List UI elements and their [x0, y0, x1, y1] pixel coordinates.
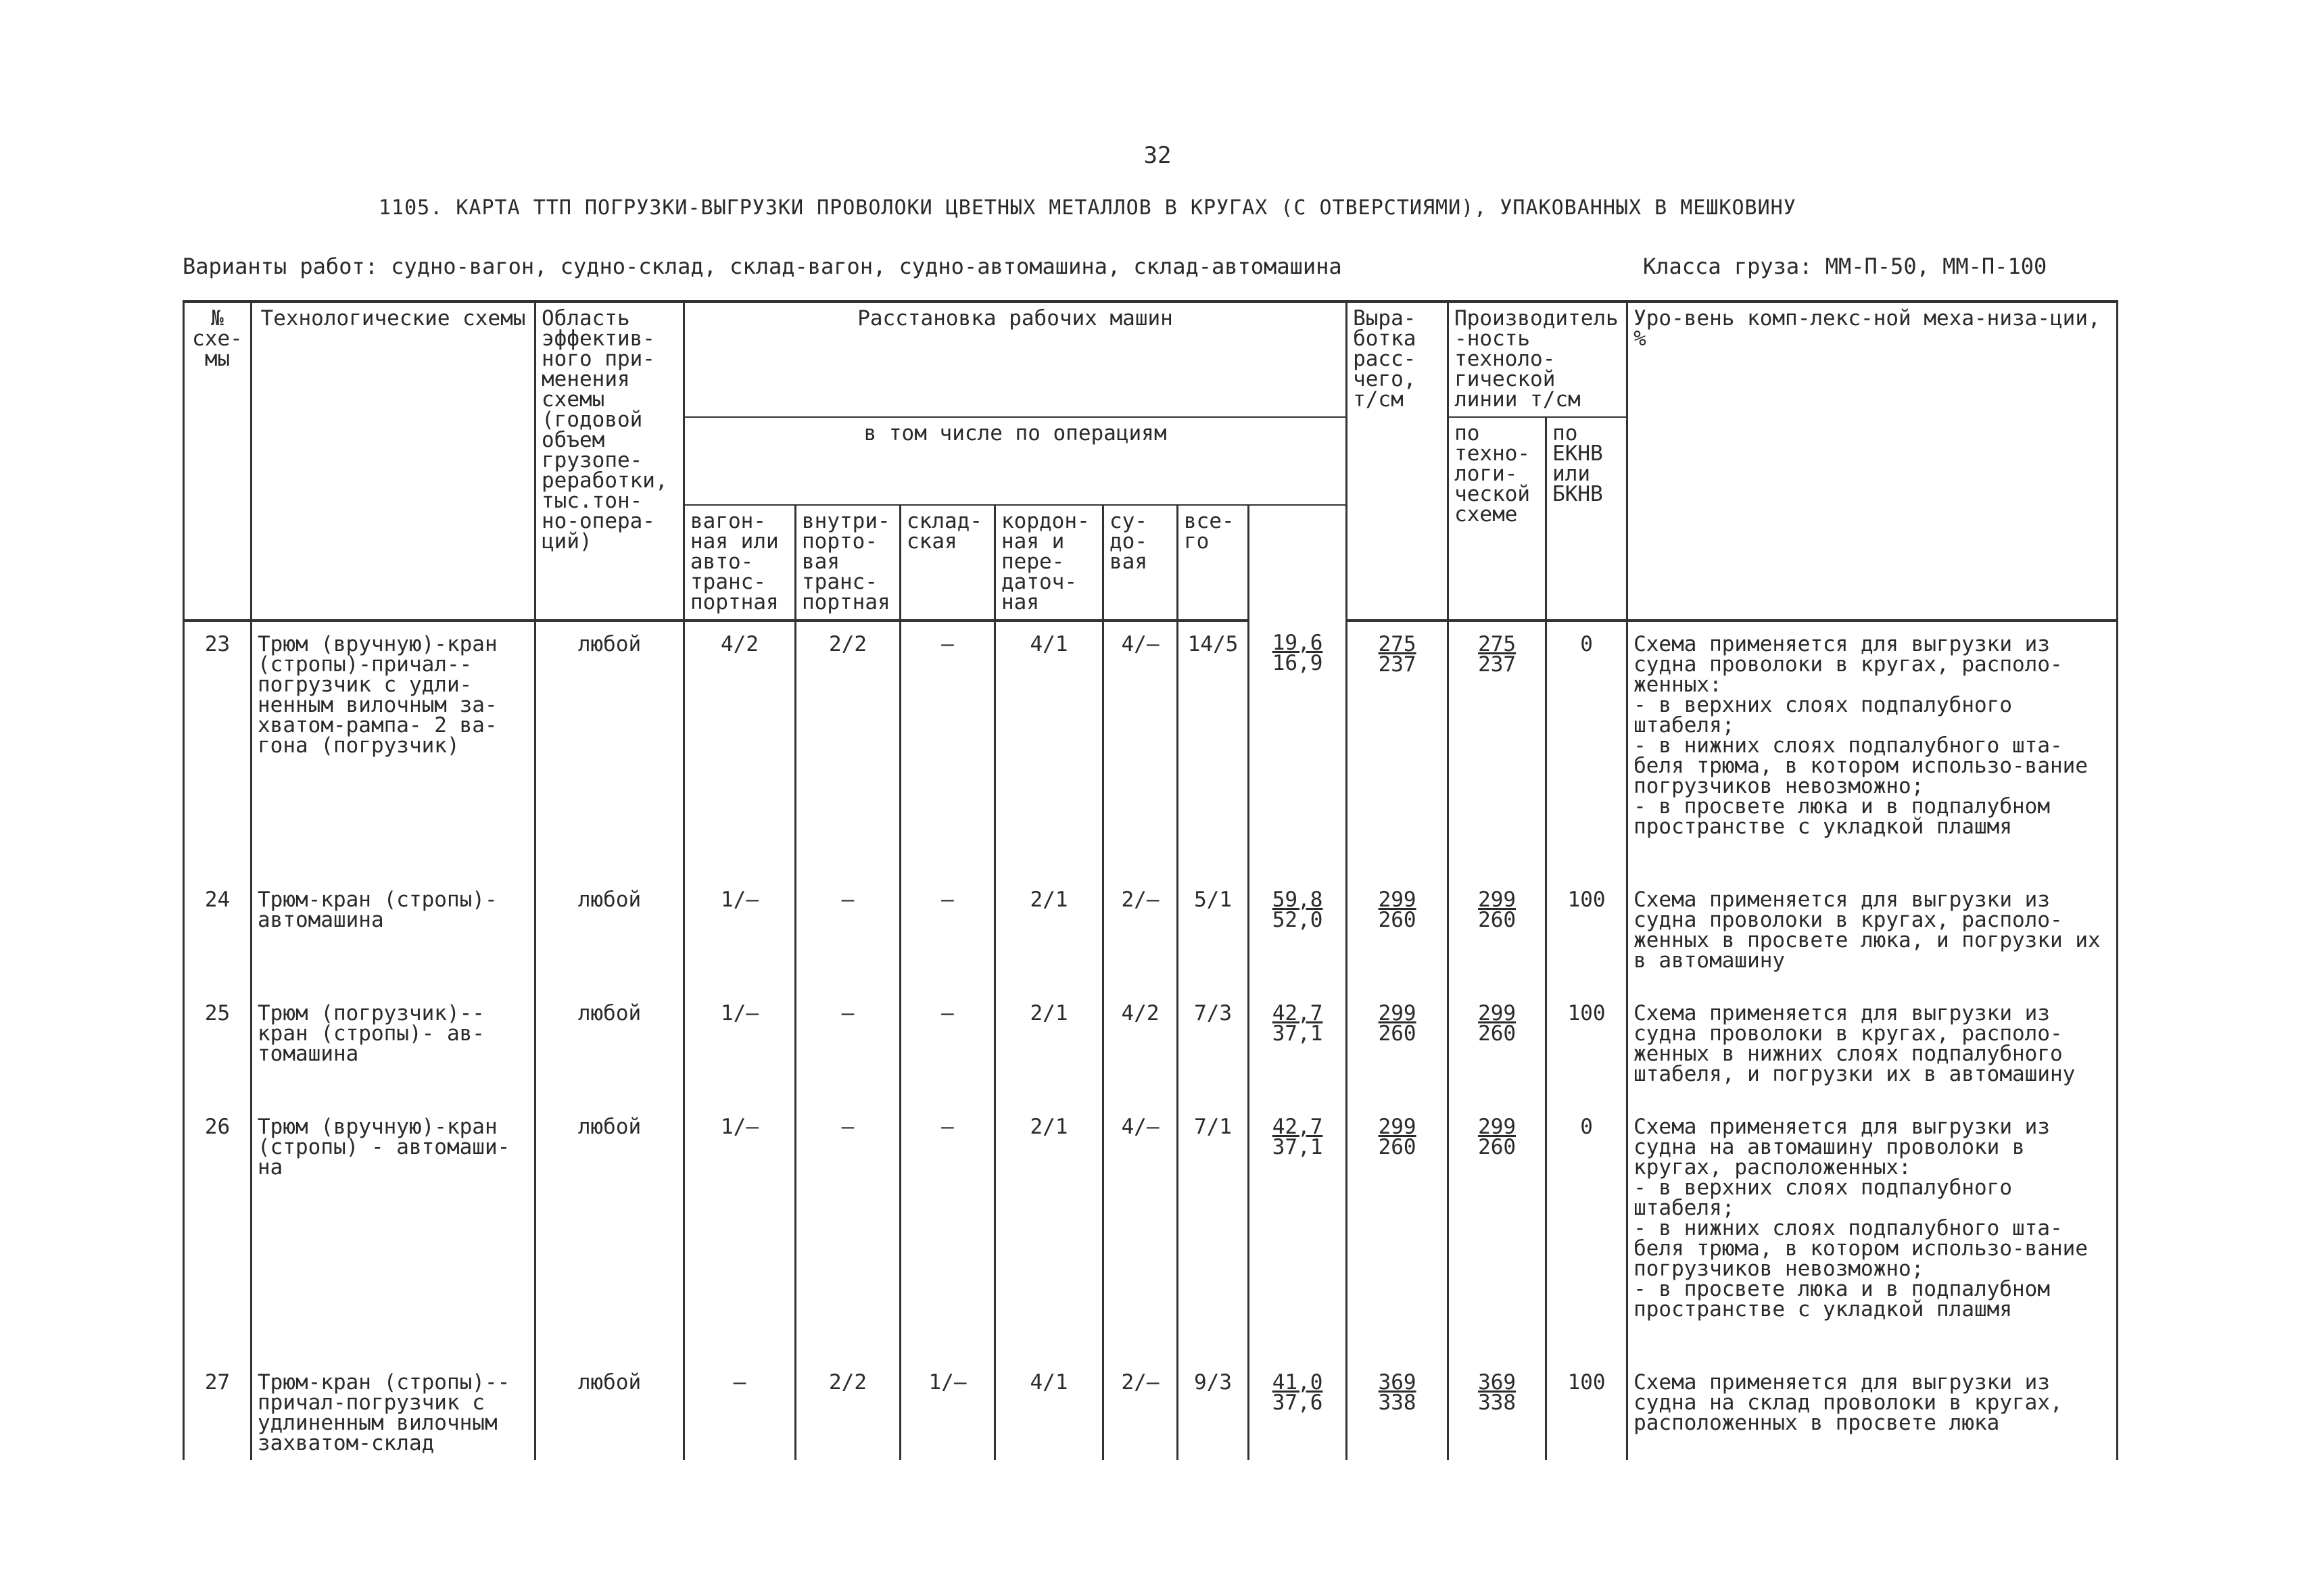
header-machine-placement: Расстановка рабочих машин: [684, 301, 1347, 417]
header-op-warehouse: склад-ская: [901, 505, 995, 621]
mechanization-value: 100: [1546, 1360, 1627, 1460]
prod-tech-bottom: 338: [1378, 1391, 1416, 1415]
prod-tech-bottom: 260: [1378, 1135, 1416, 1159]
prod-tech-top: 299: [1378, 888, 1416, 912]
table-row: [184, 1360, 2118, 1460]
op-internal-value: –: [796, 877, 901, 991]
mechanization-value: 0: [1546, 621, 1627, 877]
table-row: [184, 621, 2118, 877]
prod-tech-value: [1347, 1360, 1448, 1460]
op-cordon-value: 2/1: [995, 991, 1103, 1105]
op-warehouse-value: –: [901, 621, 995, 877]
op-wagon-value: 1/–: [684, 877, 796, 991]
table-body: [184, 621, 2118, 1460]
prod-tech-value: [1347, 991, 1448, 1105]
table-row: [184, 877, 2118, 991]
prod-ekhv-value: [1448, 621, 1546, 877]
op-warehouse-value: –: [901, 991, 995, 1105]
op-wagon-value: 4/2: [684, 621, 796, 877]
op-ship-value: 4/–: [1103, 1105, 1178, 1360]
op-cordon-value: 4/1: [995, 1360, 1103, 1460]
scheme-description: Трюм (вручную)-кран (стропы) - автомаши-на: [252, 1105, 535, 1360]
prod-tech-top: 275: [1378, 632, 1416, 656]
work-variants: Варианты работ: судно-вагон, судно-склад, склад-вагон, судно-автомашина, склад-автомашина: [183, 253, 1342, 279]
scheme-purpose: Схема применяется для выгрузки из судна проволоки в кругах, располо-женных в просвете люка, и погрузки их в автомашину: [1627, 877, 2118, 991]
op-warehouse-value: 1/–: [901, 1360, 995, 1460]
output-value: [1249, 991, 1347, 1105]
header-prod-tech-scheme: по техно-логи-ческой схеме: [1448, 417, 1546, 621]
header-productivity: Производитель-ность техноло-гической линии т/см: [1448, 301, 1627, 417]
scheme-description: Трюм (погрузчик)--кран (стропы)- ав-томашина: [252, 991, 535, 1105]
prod-ekhv-bottom: 260: [1478, 908, 1517, 932]
prod-tech-bottom: 237: [1378, 652, 1416, 677]
header-op-internal: внутри-порто-вая транс-портная: [796, 505, 901, 621]
op-cordon-value: 2/1: [995, 1105, 1103, 1360]
output-top: 59,8: [1272, 888, 1323, 912]
application-area: любой: [535, 621, 684, 877]
header-scheme-number: № схе-мы: [184, 301, 252, 621]
header-including-operations: в том числе по операциям: [684, 417, 1347, 505]
scheme-description: Трюм-кран (стропы)--причал-погрузчик с удлиненным вилочным захватом-склад: [252, 1360, 535, 1460]
scheme-number: 25: [184, 991, 252, 1105]
op-total-value: 14/5: [1178, 621, 1249, 877]
prod-ekhv-bottom: 237: [1478, 652, 1517, 677]
op-ship-value: 4/–: [1103, 621, 1178, 877]
output-value: [1249, 877, 1347, 991]
output-bottom: 37,1: [1272, 1135, 1323, 1159]
scheme-description: Трюм (вручную)-кран (стропы)-причал--погрузчик с удли-ненным вилочным за-хватом-рампа- 2 ва-гона (погрузчик): [252, 621, 535, 877]
mechanization-value: 100: [1546, 877, 1627, 991]
op-warehouse-value: –: [901, 877, 995, 991]
prod-tech-top: 299: [1378, 1001, 1416, 1025]
op-internal-value: 2/2: [796, 621, 901, 877]
output-top: 41,0: [1272, 1370, 1323, 1395]
prod-ekhv-top: 275: [1478, 632, 1517, 656]
prod-tech-value: [1347, 1105, 1448, 1360]
prod-ekhv-top: 369: [1478, 1370, 1517, 1395]
prod-ekhv-value: [1448, 877, 1546, 991]
technology-table: [183, 300, 2118, 1460]
scheme-purpose: Схема применяется для выгрузки из судна проволоки в кругах, располо-женных в нижних слоях подпалубного штабеля, и погрузки их в автомашину: [1627, 991, 2118, 1105]
header-output: Выра-ботка расс-чего, т/см: [1347, 301, 1448, 621]
output-top: 42,7: [1272, 1001, 1323, 1025]
output-bottom: 52,0: [1272, 908, 1323, 932]
prod-tech-bottom: 260: [1378, 1021, 1416, 1046]
op-total-value: 7/3: [1178, 991, 1249, 1105]
op-wagon-value: 1/–: [684, 991, 796, 1105]
output-top: 19,6: [1272, 631, 1323, 655]
mechanization-value: 0: [1546, 1105, 1627, 1360]
prod-ekhv-value: [1448, 1105, 1546, 1360]
scheme-number: 23: [184, 621, 252, 877]
cargo-class: Класса груза: ММ-П-50, ММ-П-100: [1643, 253, 2047, 279]
header-op-total: все-го: [1178, 505, 1249, 621]
op-wagon-value: 1/–: [684, 1105, 796, 1360]
scheme-number: 27: [184, 1360, 252, 1460]
prod-ekhv-top: 299: [1478, 888, 1517, 912]
op-internal-value: 2/2: [796, 1360, 901, 1460]
output-bottom: 37,6: [1272, 1391, 1323, 1415]
header-op-ship: су-до-вая: [1103, 505, 1178, 621]
header-application-area: Область эффектив-ного при-менения схемы (годовой объем грузопе-реработки, тыс.тон-но-опера-ций): [535, 301, 684, 621]
output-top: 42,7: [1272, 1115, 1323, 1139]
op-ship-value: 4/2: [1103, 991, 1178, 1105]
output-value: [1249, 621, 1347, 877]
prod-tech-top: 299: [1378, 1115, 1416, 1139]
prod-ekhv-bottom: 260: [1478, 1021, 1517, 1046]
prod-ekhv-value: [1448, 991, 1546, 1105]
table-header: [184, 301, 2118, 621]
scheme-description: Трюм-кран (стропы)- автомашина: [252, 877, 535, 991]
prod-ekhv-top: 299: [1478, 1001, 1517, 1025]
prod-ekhv-bottom: 260: [1478, 1135, 1517, 1159]
header-technological-schemes: Технологические схемы: [252, 301, 535, 621]
application-area: любой: [535, 991, 684, 1105]
header-op-cordon: кордон-ная и пере-даточ-ная: [995, 505, 1103, 621]
op-wagon-value: –: [684, 1360, 796, 1460]
prod-tech-bottom: 260: [1378, 908, 1416, 932]
header-prod-ekhv: по ЕКНВ или БКНВ: [1546, 417, 1627, 621]
scheme-purpose: Схема применяется для выгрузки из судна проволоки в кругах, располо-женных: - в верхних слоях подпалубного штабеля; - в нижних слоях подпалубного шта-беля трюма, в котором использо-вание погрузчиков невозможно; - в просвете люка и в подпалубном пространстве с укладкой плашмя: [1627, 621, 2118, 877]
application-area: любой: [535, 1360, 684, 1460]
application-area: любой: [535, 877, 684, 991]
op-total-value: 7/1: [1178, 1105, 1249, 1360]
output-bottom: 37,1: [1272, 1021, 1323, 1046]
op-total-value: 9/3: [1178, 1360, 1249, 1460]
output-value: [1249, 1105, 1347, 1360]
prod-ekhv-bottom: 338: [1478, 1391, 1517, 1415]
page-number: 32: [1143, 142, 1172, 169]
prod-ekhv-value: [1448, 1360, 1546, 1460]
prod-ekhv-top: 299: [1478, 1115, 1517, 1139]
op-ship-value: 2/–: [1103, 877, 1178, 991]
op-total-value: 5/1: [1178, 877, 1249, 991]
table-row: [184, 991, 2118, 1105]
document-title: 1105. КАРТА ТТП ПОГРУЗКИ-ВЫГРУЗКИ ПРОВОЛОКИ ЦВЕТНЫХ МЕТАЛЛОВ В КРУГАХ (С ОТВЕРСТИЯМИ), УПАКОВАННЫХ В МЕШКОВИНУ: [379, 196, 1796, 220]
scheme-purpose: Схема применяется для выгрузки из судна на автомашину проволоки в кругах, расположенных: - в верхних слоях подпалубного штабеля; - в нижних слоях подпалубного шта-беля трюма, в котором использо-вание погрузчиков невозможно; - в просвете люка и в подпалубном пространстве с укладкой плашмя: [1627, 1105, 2118, 1360]
prod-tech-top: 369: [1378, 1370, 1416, 1395]
header-mechanization-level: Уро-вень комп-лекс-ной меха-низа-ции, %: [1627, 301, 2118, 621]
header-op-wagon: вагон-ная или авто-транс-портная: [684, 505, 796, 621]
op-warehouse-value: –: [901, 1105, 995, 1360]
table-row: [184, 1105, 2118, 1360]
op-cordon-value: 2/1: [995, 877, 1103, 991]
op-ship-value: 2/–: [1103, 1360, 1178, 1460]
scheme-number: 24: [184, 877, 252, 991]
mechanization-value: 100: [1546, 991, 1627, 1105]
output-bottom: 16,9: [1272, 651, 1323, 675]
application-area: любой: [535, 1105, 684, 1360]
scheme-number: 26: [184, 1105, 252, 1360]
prod-tech-value: [1347, 877, 1448, 991]
op-cordon-value: 4/1: [995, 621, 1103, 877]
scheme-purpose: Схема применяется для выгрузки из судна на склад проволоки в кругах, расположенных в просвете люка: [1627, 1360, 2118, 1460]
op-internal-value: –: [796, 1105, 901, 1360]
op-internal-value: –: [796, 991, 901, 1105]
prod-tech-value: [1347, 621, 1448, 877]
output-value: [1249, 1360, 1347, 1460]
